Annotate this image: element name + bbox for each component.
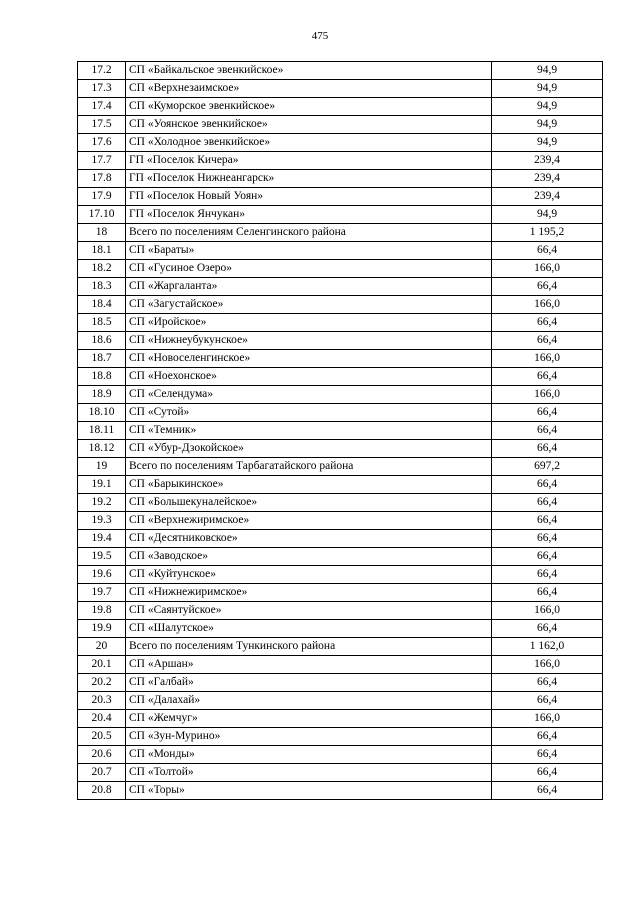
amount-cell: 66,4 — [492, 332, 603, 350]
amount-cell: 166,0 — [492, 710, 603, 728]
table-row — [78, 476, 603, 494]
amount-cell: 94,9 — [492, 116, 603, 134]
table-row — [78, 638, 603, 656]
settlement-name-cell: СП «Монды» — [126, 746, 492, 764]
amount-cell: 66,4 — [492, 728, 603, 746]
amount-cell: 166,0 — [492, 350, 603, 368]
amount-cell: 66,4 — [492, 584, 603, 602]
table-row — [78, 368, 603, 386]
table-row — [78, 242, 603, 260]
settlement-name-cell: СП «Новоселенгинское» — [126, 350, 492, 368]
table-row — [78, 152, 603, 170]
row-number-cell: 20.1 — [78, 656, 126, 674]
settlement-name-cell: СП «Бараты» — [126, 242, 492, 260]
row-number-cell: 17.10 — [78, 206, 126, 224]
amount-cell: 66,4 — [492, 404, 603, 422]
row-number-cell: 20.6 — [78, 746, 126, 764]
amount-cell: 166,0 — [492, 260, 603, 278]
settlement-name-cell: СП «Уоянское эвенкийское» — [126, 116, 492, 134]
settlements-table — [77, 61, 603, 800]
row-number-cell: 18.7 — [78, 350, 126, 368]
amount-cell: 94,9 — [492, 206, 603, 224]
row-number-cell: 19.2 — [78, 494, 126, 512]
amount-cell: 697,2 — [492, 458, 603, 476]
amount-cell: 66,4 — [492, 620, 603, 638]
settlement-name-cell: СП «Нижнеубукунское» — [126, 332, 492, 350]
amount-cell: 66,4 — [492, 314, 603, 332]
table-row — [78, 206, 603, 224]
amount-cell: 66,4 — [492, 764, 603, 782]
amount-cell: 166,0 — [492, 602, 603, 620]
table-row — [78, 602, 603, 620]
row-number-cell: 20.3 — [78, 692, 126, 710]
settlement-name-cell: СП «Ноехонское» — [126, 368, 492, 386]
row-number-cell: 18.3 — [78, 278, 126, 296]
table-row — [78, 782, 603, 800]
table-row — [78, 458, 603, 476]
amount-cell: 66,4 — [492, 494, 603, 512]
row-number-cell: 19 — [78, 458, 126, 476]
row-number-cell: 18.11 — [78, 422, 126, 440]
settlement-name-cell: СП «Куйтунское» — [126, 566, 492, 584]
settlement-name-cell: СП «Аршан» — [126, 656, 492, 674]
table-row — [78, 620, 603, 638]
amount-cell: 166,0 — [492, 386, 603, 404]
settlement-name-cell: ГП «Поселок Янчукан» — [126, 206, 492, 224]
table-row — [78, 80, 603, 98]
settlement-name-cell: СП «Гусиное Озеро» — [126, 260, 492, 278]
settlement-name-cell: СП «Убур-Дзокойское» — [126, 440, 492, 458]
table-row — [78, 188, 603, 206]
table-row — [78, 440, 603, 458]
settlement-name-cell: СП «Торы» — [126, 782, 492, 800]
row-number-cell: 17.7 — [78, 152, 126, 170]
amount-cell: 239,4 — [492, 170, 603, 188]
table-row — [78, 548, 603, 566]
table-row — [78, 278, 603, 296]
row-number-cell: 18.4 — [78, 296, 126, 314]
amount-cell: 66,4 — [492, 746, 603, 764]
row-number-cell: 20.7 — [78, 764, 126, 782]
row-number-cell: 17.4 — [78, 98, 126, 116]
table-row — [78, 224, 603, 242]
table-row — [78, 494, 603, 512]
settlement-name-cell: ГП «Поселок Кичера» — [126, 152, 492, 170]
row-number-cell: 19.9 — [78, 620, 126, 638]
table-row — [78, 674, 603, 692]
row-number-cell: 19.1 — [78, 476, 126, 494]
table-row — [78, 260, 603, 278]
amount-cell: 166,0 — [492, 656, 603, 674]
row-number-cell: 17.5 — [78, 116, 126, 134]
settlement-name-cell: СП «Байкальское эвенкийское» — [126, 62, 492, 80]
settlement-name-cell: СП «Далахай» — [126, 692, 492, 710]
table-row — [78, 314, 603, 332]
row-number-cell: 20.4 — [78, 710, 126, 728]
settlement-name-cell: СП «Десятниковское» — [126, 530, 492, 548]
settlement-name-cell: СП «Шалутское» — [126, 620, 492, 638]
table-row — [78, 332, 603, 350]
settlement-name-cell: СП «Куморское эвенкийское» — [126, 98, 492, 116]
amount-cell: 94,9 — [492, 80, 603, 98]
settlement-name-cell: СП «Саянтуйское» — [126, 602, 492, 620]
table-row — [78, 566, 603, 584]
settlement-name-cell: СП «Загустайское» — [126, 296, 492, 314]
table-row — [78, 422, 603, 440]
row-number-cell: 20.2 — [78, 674, 126, 692]
row-number-cell: 19.7 — [78, 584, 126, 602]
table-row — [78, 170, 603, 188]
row-number-cell: 18.9 — [78, 386, 126, 404]
row-number-cell: 20.8 — [78, 782, 126, 800]
row-number-cell: 18.2 — [78, 260, 126, 278]
table-row — [78, 656, 603, 674]
settlement-name-cell: СП «Сутой» — [126, 404, 492, 422]
settlement-name-cell: Всего по поселениям Тарбагатайского района — [126, 458, 492, 476]
settlement-name-cell: СП «Темник» — [126, 422, 492, 440]
row-number-cell: 18.1 — [78, 242, 126, 260]
table-row — [78, 530, 603, 548]
amount-cell: 94,9 — [492, 134, 603, 152]
table-row — [78, 764, 603, 782]
table-row — [78, 692, 603, 710]
amount-cell: 66,4 — [492, 566, 603, 584]
settlement-name-cell: СП «Барыкинское» — [126, 476, 492, 494]
table-row — [78, 404, 603, 422]
row-number-cell: 18.10 — [78, 404, 126, 422]
row-number-cell: 18.6 — [78, 332, 126, 350]
amount-cell: 66,4 — [492, 548, 603, 566]
settlement-name-cell: СП «Жаргаланта» — [126, 278, 492, 296]
row-number-cell: 19.8 — [78, 602, 126, 620]
settlement-name-cell: ГП «Поселок Нижнеангарск» — [126, 170, 492, 188]
row-number-cell: 19.3 — [78, 512, 126, 530]
table-row — [78, 296, 603, 314]
table-row — [78, 512, 603, 530]
settlement-name-cell: СП «Иройское» — [126, 314, 492, 332]
amount-cell: 66,4 — [492, 782, 603, 800]
amount-cell: 166,0 — [492, 296, 603, 314]
row-number-cell: 18.5 — [78, 314, 126, 332]
row-number-cell: 17.6 — [78, 134, 126, 152]
row-number-cell: 18.12 — [78, 440, 126, 458]
table-row — [78, 386, 603, 404]
table-row — [78, 134, 603, 152]
table-row — [78, 62, 603, 80]
row-number-cell: 19.5 — [78, 548, 126, 566]
table-row — [78, 710, 603, 728]
table-row — [78, 584, 603, 602]
row-number-cell: 20.5 — [78, 728, 126, 746]
row-number-cell: 19.4 — [78, 530, 126, 548]
table-row — [78, 746, 603, 764]
amount-cell: 239,4 — [492, 152, 603, 170]
amount-cell: 66,4 — [492, 512, 603, 530]
settlement-name-cell: Всего по поселениям Селенгинского района — [126, 224, 492, 242]
settlement-name-cell: СП «Зун-Мурино» — [126, 728, 492, 746]
settlement-name-cell: СП «Селендума» — [126, 386, 492, 404]
row-number-cell: 17.9 — [78, 188, 126, 206]
row-number-cell: 18 — [78, 224, 126, 242]
amount-cell: 66,4 — [492, 278, 603, 296]
settlement-name-cell: СП «Верхнезаимское» — [126, 80, 492, 98]
amount-cell: 1 195,2 — [492, 224, 603, 242]
row-number-cell: 17.8 — [78, 170, 126, 188]
amount-cell: 66,4 — [492, 242, 603, 260]
amount-cell: 94,9 — [492, 98, 603, 116]
table-row — [78, 728, 603, 746]
table-body — [78, 62, 603, 800]
settlement-name-cell: СП «Жемчуг» — [126, 710, 492, 728]
amount-cell: 1 162,0 — [492, 638, 603, 656]
settlement-name-cell: СП «Заводское» — [126, 548, 492, 566]
settlement-name-cell: ГП «Поселок Новый Уоян» — [126, 188, 492, 206]
settlement-name-cell: СП «Большекуналейское» — [126, 494, 492, 512]
table-row — [78, 350, 603, 368]
row-number-cell: 17.3 — [78, 80, 126, 98]
page-number: 475 — [311, 30, 329, 42]
table-row — [78, 98, 603, 116]
settlement-name-cell: СП «Толтой» — [126, 764, 492, 782]
settlement-name-cell: СП «Нижнежиримское» — [126, 584, 492, 602]
amount-cell: 66,4 — [492, 692, 603, 710]
row-number-cell: 20 — [78, 638, 126, 656]
amount-cell: 239,4 — [492, 188, 603, 206]
settlement-name-cell: СП «Верхнежиримское» — [126, 512, 492, 530]
row-number-cell: 17.2 — [78, 62, 126, 80]
row-number-cell: 19.6 — [78, 566, 126, 584]
amount-cell: 66,4 — [492, 674, 603, 692]
table-row — [78, 116, 603, 134]
amount-cell: 66,4 — [492, 476, 603, 494]
amount-cell: 66,4 — [492, 440, 603, 458]
settlement-name-cell: СП «Галбай» — [126, 674, 492, 692]
amount-cell: 66,4 — [492, 530, 603, 548]
settlement-name-cell: Всего по поселениям Тункинского района — [126, 638, 492, 656]
amount-cell: 94,9 — [492, 62, 603, 80]
amount-cell: 66,4 — [492, 422, 603, 440]
row-number-cell: 18.8 — [78, 368, 126, 386]
settlement-name-cell: СП «Холодное эвенкийское» — [126, 134, 492, 152]
amount-cell: 66,4 — [492, 368, 603, 386]
